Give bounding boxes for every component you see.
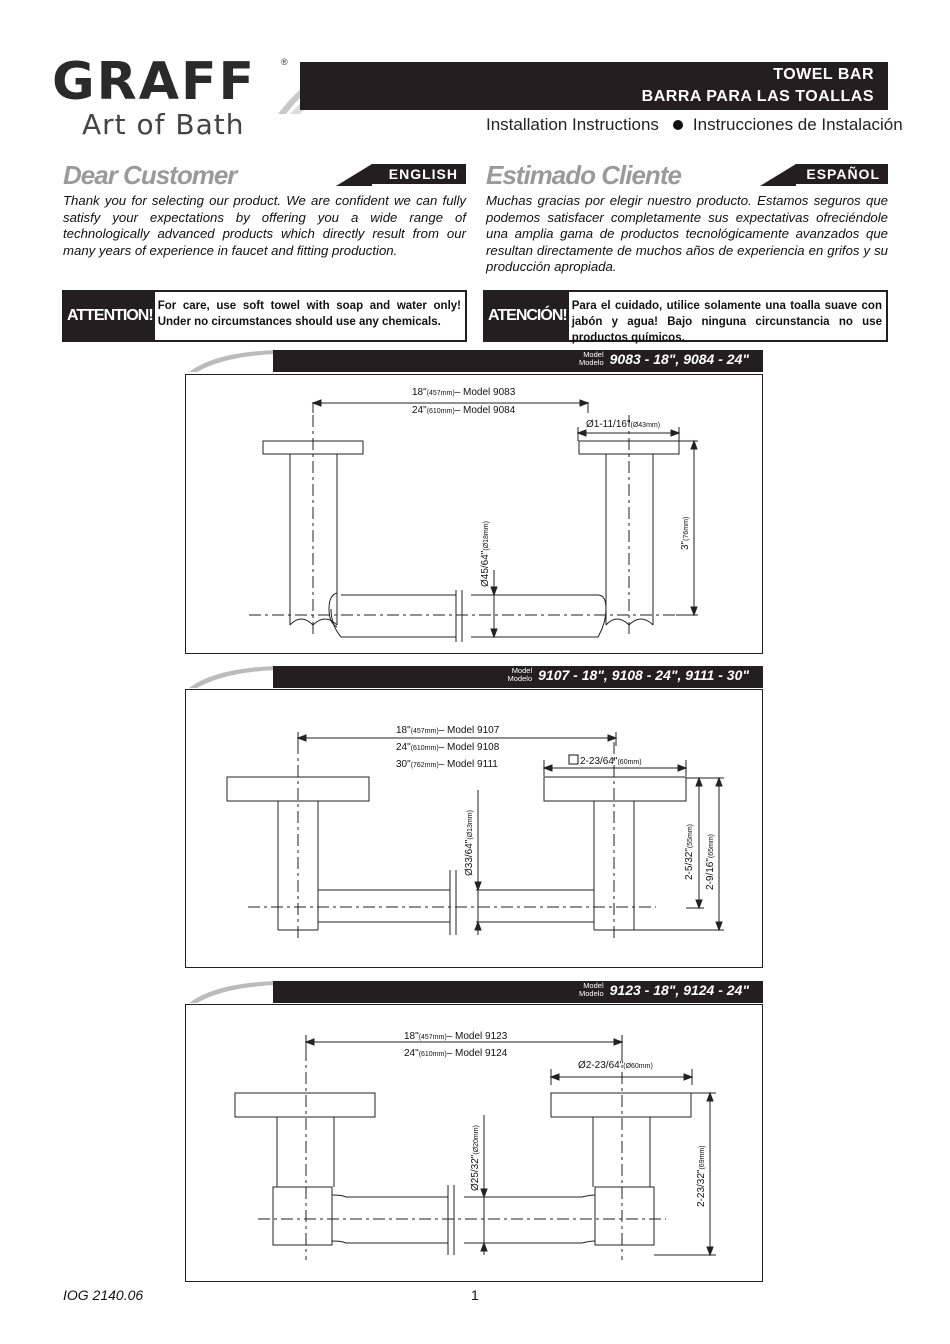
svg-text:Ø33/64"(Ø13mm): Ø33/64"(Ø13mm) (464, 810, 475, 876)
page-number: 1 (471, 1287, 479, 1303)
attention-text-es: Para el cuidado, utilice solamente una toalla suave con jabón y agua! Bajo ninguna circunstancia no use productos químicos. (571, 300, 882, 344)
intro-paragraph-en: Thank you for selecting our product. We are confident we can fully satisfy your expectations by offering you a wide range of technologically advanced products which directly result from our many years of experience in faucet and fitting production. (63, 193, 466, 258)
greeting-en: Dear Customer (63, 160, 237, 190)
attention-text-en: For care, use soft towel with soap and water only! Under no circumstances should use any chemicals. (157, 300, 461, 328)
banner-swoosh (185, 350, 277, 372)
attention-label-en: ATTENTION! (64, 292, 155, 340)
model-numbers: 9107 - 18", 9108 - 24", 9111 - 30" (538, 667, 749, 683)
model-caption-es: Modelo (579, 358, 604, 367)
svg-text:24"(610mm)– Model 9124: 24"(610mm)– Model 9124 (404, 1048, 508, 1059)
svg-text:24"(610mm)– Model 9084: 24"(610mm)– Model 9084 (412, 405, 516, 416)
attention-box-es (483, 290, 888, 342)
instructions-en: Installation Instructions (486, 115, 659, 134)
lang-tab-english: ENGLISH (372, 164, 466, 184)
svg-text:2-9/16"(65mm): 2-9/16"(65mm) (705, 833, 716, 890)
instructions-es: Instrucciones de Instalación (692, 115, 903, 134)
towel-bar-drawing (186, 375, 761, 652)
instructions-heading (486, 115, 903, 135)
product-title-en: TOWEL BAR (773, 66, 874, 83)
tab-slant (336, 164, 372, 186)
product-title-es: BARRA PARA LAS TOALLAS (641, 88, 874, 105)
registered-mark: ® (281, 57, 288, 67)
attention-box-en (62, 290, 467, 342)
svg-text:24"(610mm)– Model 9108: 24"(610mm)– Model 9108 (396, 742, 500, 753)
svg-text:Ø1-11/16"(Ø43mm): Ø1-11/16"(Ø43mm) (586, 419, 661, 430)
svg-text:2-23/32"(69mm): 2-23/32"(69mm) (696, 1145, 707, 1207)
svg-text:30"(762mm)– Model 9111: 30"(762mm)– Model 9111 (396, 759, 498, 770)
model-caption-en: Model (583, 350, 604, 359)
brand-logo: GRAFF (52, 52, 257, 112)
svg-text:2-5/32"(55mm): 2-5/32"(55mm) (684, 823, 695, 880)
model-banner (185, 981, 763, 1003)
svg-text:18"(457mm)– Model 9083: 18"(457mm)– Model 9083 (412, 387, 516, 398)
bullet-icon (673, 120, 683, 130)
svg-text:2-23/64"(60mm): 2-23/64"(60mm) (580, 756, 642, 767)
diagram-panel (185, 1004, 763, 1282)
brand-tagline: Art of Bath (82, 108, 245, 141)
svg-text:Ø45/64"(Ø18mm): Ø45/64"(Ø18mm) (480, 521, 491, 587)
model-caption-en: Model (583, 981, 604, 990)
tab-slant (760, 164, 796, 186)
model-banner (185, 350, 763, 372)
intro-paragraph-es: Muchas gracias por elegir nuestro producto. Estamos seguros que podemos satisfacer completamente sus expectativas ofreciéndole una amplia gama de productos tecnológicamente avanzados que resultan directamente de muchos años de experiencia en grifos y su producción apropiada. (486, 193, 888, 274)
towel-bar-drawing (186, 1005, 761, 1280)
model-caption-es: Modelo (507, 674, 533, 683)
greeting-es: Estimado Cliente (486, 160, 681, 190)
banner-swoosh (185, 666, 277, 688)
svg-text:Ø2-23/64"(Ø60mm): Ø2-23/64"(Ø60mm) (578, 1060, 653, 1071)
svg-text:18"(457mm)– Model 9107: 18"(457mm)– Model 9107 (396, 725, 500, 736)
lang-tab-espanol: ESPAÑOL (796, 164, 888, 184)
model-caption-es: Modelo (579, 989, 604, 998)
attention-label-es: ATENCIÓN! (485, 292, 569, 340)
document-code: IOG 2140.06 (63, 1287, 144, 1303)
model-banner (185, 666, 763, 688)
towel-bar-drawing (186, 690, 761, 966)
svg-text:Ø25/32"(Ø20mm): Ø25/32"(Ø20mm) (470, 1125, 481, 1191)
square-icon (569, 755, 578, 764)
model-numbers: 9123 - 18", 9124 - 24" (609, 982, 749, 998)
diagram-panel (185, 374, 763, 654)
banner-swoosh (185, 981, 277, 1003)
svg-text:3"(76mm): 3"(76mm) (680, 516, 691, 550)
model-numbers: 9083 - 18", 9084 - 24" (609, 351, 749, 367)
diagram-panel (185, 689, 763, 968)
svg-text:18"(457mm)– Model 9123: 18"(457mm)– Model 9123 (404, 1031, 508, 1042)
model-caption-en: Model (511, 666, 533, 675)
